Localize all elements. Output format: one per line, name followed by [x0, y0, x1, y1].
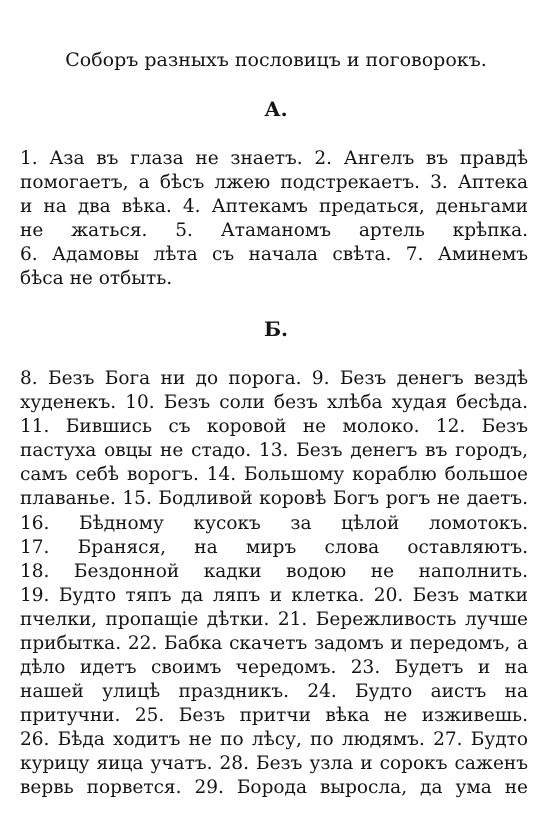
text-line: 16. Бѣдному кусокъ за цѣлой ломотокъ. — [20, 513, 528, 534]
text-line: худенекъ. 10. Безъ соли безъ хлѣба худая бесѣда. — [20, 392, 528, 413]
text-line: пчелки, пропащіе дѣтки. 21. Бережливость лучше — [20, 609, 528, 630]
text-line: вервь порвется. 29. Борода выросла, да ума не — [20, 777, 528, 798]
section-heading-b: Б. — [263, 317, 289, 341]
page-title: Соборъ разныхъ пословицъ и поговорокъ. — [65, 49, 487, 71]
text-line: нашей улицѣ праздникъ. 24. Будто аистъ на — [20, 681, 528, 702]
text-line: 6. Адамовы лѣта съ начала свѣта. 7. Аминемъ — [20, 244, 528, 265]
text-line: притучни. 25. Безъ притчи вѣка не изживешь. — [20, 705, 528, 726]
text-line: 26. Бѣда ходитъ не по лѣсу, по людямъ. 27. Будто — [20, 729, 528, 750]
text-line: прибытка. 22. Бабка скачетъ задомъ и передомъ, а — [20, 633, 528, 654]
section-heading-a: А. — [264, 97, 288, 121]
text-line: пастуха овцы не стадо. 13. Безъ денегъ въ городъ, — [20, 440, 528, 461]
text-line: самъ себѣ ворогъ. 14. Большому кораблю большое — [20, 464, 528, 485]
text-line: дѣло идетъ своимъ чередомъ. 23. Будетъ и на — [20, 657, 528, 678]
text-line: и на два вѣка. 4. Аптекамъ предаться, деньгами — [20, 196, 528, 217]
text-line: 18. Бездонной кадки водою не наполнить. — [20, 561, 528, 582]
text-line: плаванье. 15. Бодливой коровѣ Богъ рогъ не даетъ. — [20, 488, 528, 509]
text-line: 1. Аза въ глаза не знаетъ. 2. Ангелъ въ правдѣ — [20, 148, 528, 169]
text-line: бѣса не отбыть. — [20, 268, 173, 289]
text-line: 8. Безъ Бога ни до порога. 9. Безъ денегъ вездѣ — [20, 368, 528, 389]
text-line: 19. Будто тяпъ да ляпъ и клетка. 20. Безъ матки — [20, 585, 528, 606]
text-line: помогаетъ, а бѣсъ лжею подстрекаетъ. 3. Аптека — [20, 172, 528, 193]
text-line: 11. Бившись съ коровой не молоко. 12. Безъ — [20, 416, 528, 437]
text-line: курицу яица учатъ. 28. Безъ узла и сорокъ саженъ — [20, 753, 528, 774]
text-line: не жаться. 5. Атаманомъ артель крѣпка. — [20, 220, 528, 241]
text-line: 17. Браняся, на миръ слова оставляютъ. — [20, 537, 528, 558]
